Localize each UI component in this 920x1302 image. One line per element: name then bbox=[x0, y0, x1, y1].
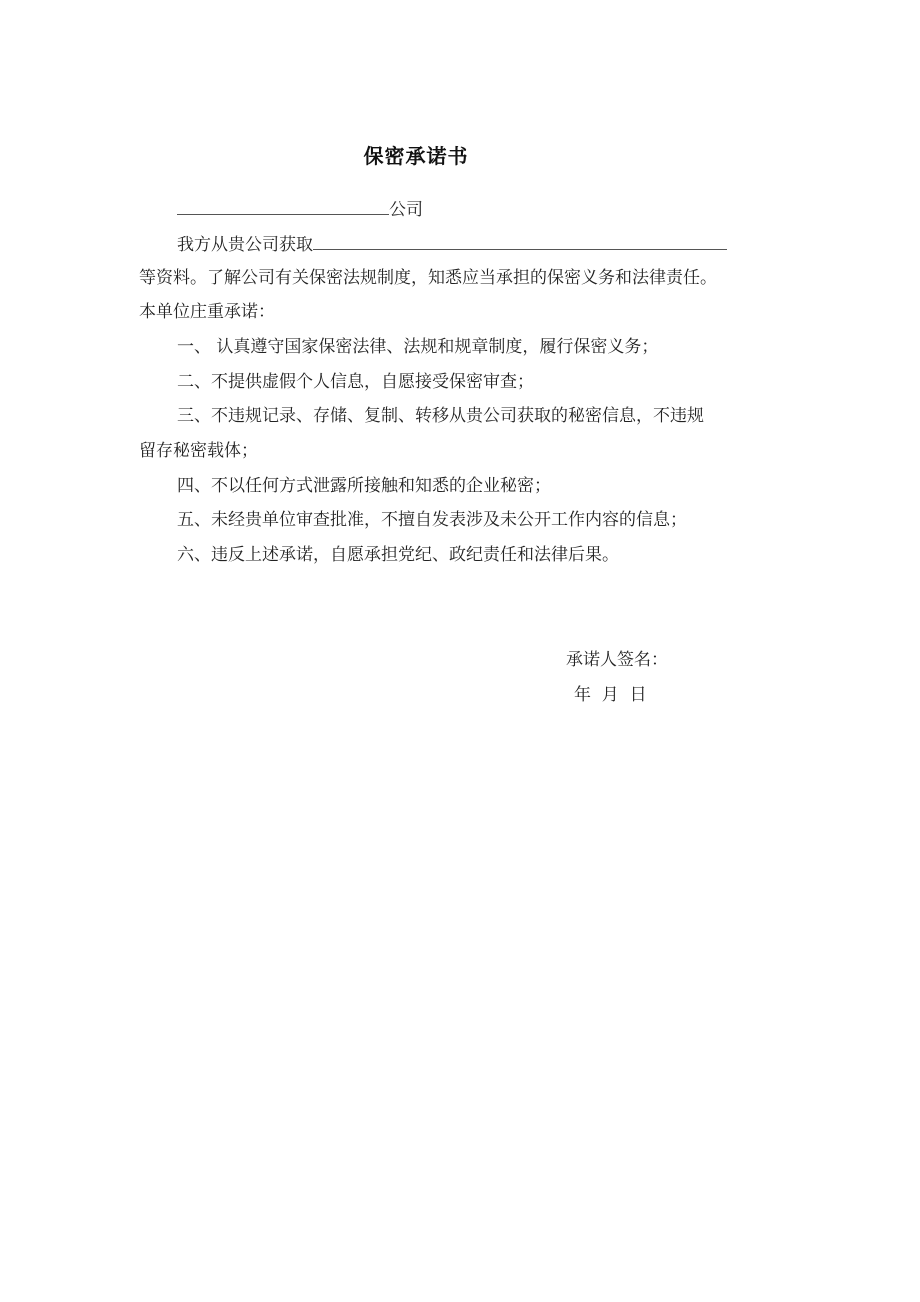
document-title: 保密承诺书 bbox=[363, 144, 469, 168]
commitment-item: 五、未经贵单位审查批准，不擅自发表涉及未公开工作内容的信息； bbox=[177, 510, 687, 530]
date-label: 年 月 日 bbox=[574, 685, 647, 705]
company-suffix: 公司 bbox=[389, 200, 423, 220]
commitment-item: 六、违反上述承诺，自愿承担党纪、政纪责任和法律后果。 bbox=[177, 545, 619, 565]
commitment-item: 三、不违规记录、存储、复制、转移从贵公司获取的秘密信息，不违规 bbox=[177, 406, 704, 426]
paragraph-continuation: 等资料。了解公司有关保密法规制度，知悉应当承担的保密义务和法律责任。 bbox=[139, 268, 717, 288]
commitment-intro: 本单位庄重承诺： bbox=[139, 302, 275, 322]
commitment-item: 二、不提供虚假个人信息，自愿接受保密审查； bbox=[177, 372, 534, 392]
commitment-item: 四、不以任何方式泄露所接触和知悉的企业秘密； bbox=[177, 476, 551, 496]
obtain-line bbox=[177, 231, 727, 257]
obtain-prefix: 我方从贵公司获取 bbox=[177, 235, 313, 255]
commitment-item-continuation: 留存秘密载体； bbox=[139, 441, 258, 461]
company-name-blank[interactable] bbox=[177, 196, 389, 215]
commitment-item: 一、 认真遵守国家保密法律、法规和规章制度，履行保密义务； bbox=[177, 337, 659, 357]
company-line bbox=[177, 196, 423, 222]
signature-label: 承诺人签名： bbox=[566, 650, 668, 670]
obtained-info-blank[interactable] bbox=[313, 231, 727, 250]
